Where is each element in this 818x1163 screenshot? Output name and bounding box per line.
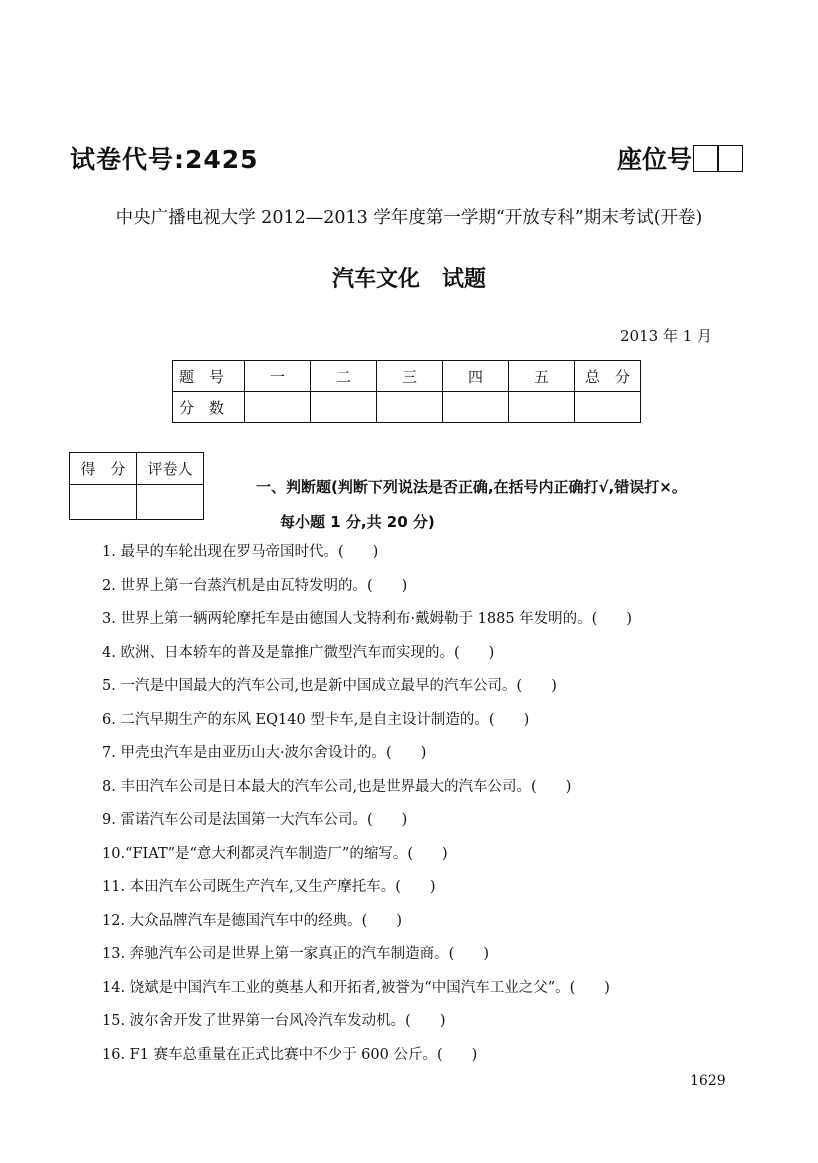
- question-item: 14. 饶斌是中国汽车工业的奠基人和开拓者,被誉为“中国汽车工业之父”。( ): [102, 979, 610, 996]
- question-item: 8. 丰田汽车公司是日本最大的汽车公司,也是世界最大的汽车公司。( ): [102, 778, 572, 795]
- question-item: 5. 一汽是中国最大的汽车公司,也是新中国成立最早的汽车公司。( ): [102, 678, 557, 694]
- score-entry-cell: [509, 392, 575, 423]
- score-table-cell: 三: [377, 361, 443, 392]
- score-table-header-row: [173, 361, 641, 392]
- question-item: 7. 甲壳虫汽车是由亚历山大·波尔舍设计的。( ): [102, 745, 427, 761]
- score-table: [172, 360, 641, 423]
- grader-table: [69, 452, 204, 520]
- score-table-cell: 二: [311, 361, 377, 392]
- score-table-cell: 总 分: [575, 361, 641, 392]
- section-subtitle: 每小题 1 分,共 20 分): [280, 513, 435, 531]
- score-entry-cell: [245, 392, 311, 423]
- question-item: 15. 波尔舍开发了世界第一台风冷汽车发动机。( ): [102, 1013, 446, 1029]
- question-item: 4. 欧洲、日本轿车的普及是靠推广微型汽车而实现的。( ): [102, 644, 495, 661]
- score-table-cell: 五: [509, 361, 575, 392]
- grader-table-header-row: [70, 453, 204, 485]
- grader-entry-cell: [137, 485, 204, 520]
- grader-score-label: 得 分: [70, 453, 137, 485]
- score-table-score-row: [173, 392, 641, 423]
- question-item: 9. 雷诺汽车公司是法国第一大汽车公司。( ): [102, 812, 408, 828]
- score-entry-cell: [443, 392, 509, 423]
- question-item: 1. 最早的车轮出现在罗马帝国时代。( ): [102, 544, 379, 560]
- score-table-cell: 四: [443, 361, 509, 392]
- score-table-cell: 分 数: [173, 392, 245, 423]
- question-item: 13. 奔驰汽车公司是世界上第一家真正的汽车制造商。( ): [102, 946, 489, 962]
- grader-name-label: 评卷人: [137, 453, 204, 485]
- seat-label: 座位号: [617, 145, 693, 174]
- question-item: 16. F1 赛车总重量在正式比赛中不少于 600 公斤。( ): [102, 1046, 478, 1063]
- page-number: 1629: [690, 1073, 726, 1089]
- question-item: 2. 世界上第一台蒸汽机是由瓦特发明的。( ): [102, 577, 408, 594]
- question-item: 12. 大众品牌汽车是德国汽车中的经典。( ): [102, 912, 402, 929]
- question-list: [102, 540, 632, 1076]
- grader-entry-cell: [70, 485, 137, 520]
- exam-code: 试卷代号:2425: [70, 145, 259, 174]
- score-entry-cell: [377, 392, 443, 423]
- question-item: 11. 本田汽车公司既生产汽车,又生产摩托车。( ): [102, 879, 436, 895]
- seat-boxes: [694, 145, 743, 172]
- seat-box: [717, 145, 743, 172]
- score-table-cell: 题 号: [173, 361, 245, 392]
- question-item: 6. 二汽早期生产的东风 EQ140 型卡车,是自主设计制造的。( ): [102, 711, 530, 728]
- exam-date: 2013 年 1 月: [620, 327, 713, 345]
- exam-name: 中央广播电视大学 2012—2013 学年度第一学期“开放专科”期末考试(开卷): [115, 208, 703, 228]
- grader-table-blank-row: [70, 485, 204, 520]
- seat-box: [693, 145, 719, 172]
- section-title: 一、判断题(判断下列说法是否正确,在括号内正确打√,错误打×。: [256, 478, 687, 496]
- seat-number: [617, 140, 743, 176]
- score-entry-cell: [575, 392, 641, 423]
- score-entry-cell: [311, 392, 377, 423]
- exam-title: 汽车文化 试题: [331, 267, 486, 292]
- score-table-cell: 一: [245, 361, 311, 392]
- question-item: 3. 世界上第一辆两轮摩托车是由德国人戈特利布·戴姆勒于 1885 年发明的。( ): [102, 611, 632, 627]
- question-item: 10.“FIAT”是“意大利都灵汽车制造厂”的缩写。( ): [102, 845, 448, 862]
